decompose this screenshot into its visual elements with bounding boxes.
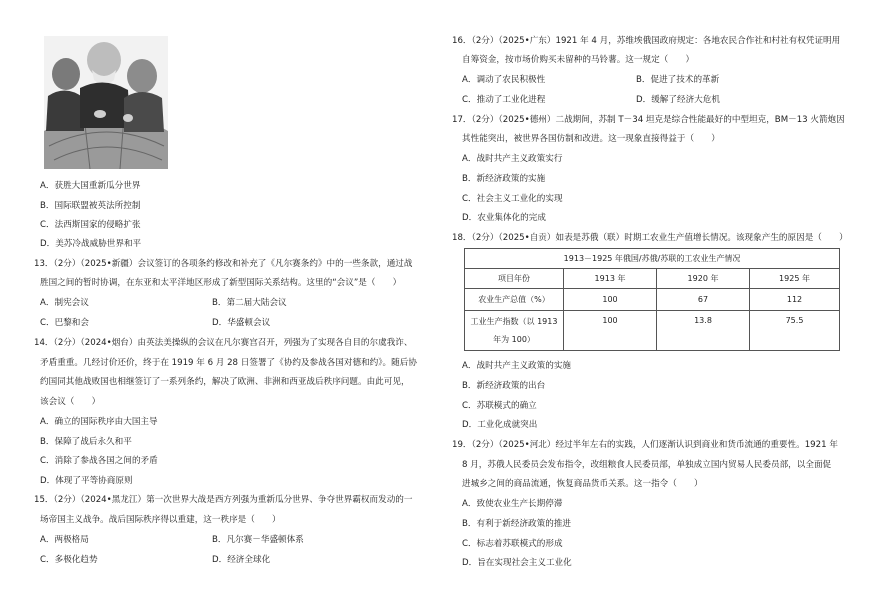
- q14-option-b: B．保障了战后永久和平: [40, 437, 132, 447]
- q16-option-a: A．调动了农民积极性: [462, 75, 546, 85]
- q19-stem-line-2: 8 月，苏俄人民委员会发布指令，改组粮食人民委员部，单独成立国内贸易人民委员部，以全面促: [462, 460, 832, 470]
- q14-stem-line-4: 该会议（ ）: [40, 397, 101, 407]
- production-table: [464, 248, 840, 351]
- table-cell: 工业生产指数（以 1913 年为 100）: [465, 311, 564, 351]
- q16-option-d: D．缓解了经济大危机: [636, 95, 720, 105]
- q15-stem-line-2: 场帝国主义战争。战后国际秩序得以重建，这一秩序是（ ）: [40, 515, 281, 525]
- q18-option-b: B．新经济政策的出台: [462, 381, 546, 391]
- q15-option-c: C．多极化趋势: [40, 555, 98, 565]
- table-header: 项目年份: [465, 269, 564, 289]
- q12-option-c: C．法西斯国家的侵略扩张: [40, 220, 141, 230]
- q18-option-c: C．苏联模式的确立: [462, 401, 537, 411]
- q14-stem-line-2: 矛盾重重。几经讨价还价，终于在 1919 年 6 月 28 日签署了《协约及参战各国对德和约》。随后协: [40, 358, 417, 368]
- q14-option-d: D．体现了平等协商原则: [40, 476, 133, 486]
- q17-option-a: A．战时共产主义政策实行: [462, 154, 563, 164]
- table-cell: 100: [564, 289, 657, 311]
- q17-option-d: D．农业集体化的完成: [462, 213, 546, 223]
- q18-option-d: D．工业化成就突出: [462, 420, 538, 430]
- q17-option-c: C．社会主义工业化的实现: [462, 194, 563, 204]
- q15-stem-line-1: 15．（2分）（2024•黑龙江）第一次世界大战是西方列强为重新瓜分世界、争夺世界霸权而发动的一: [34, 495, 413, 505]
- q14-option-c: C．消除了参战各国之间的矛盾: [40, 456, 158, 466]
- q12-option-d: D．美苏冷战威胁世界和平: [40, 239, 142, 249]
- table-cell: 67: [657, 289, 750, 311]
- q19-option-b: B．有利于新经济政策的推进: [462, 519, 572, 529]
- q17-option-b: B．新经济政策的实施: [462, 174, 546, 184]
- q15-option-d: D．经济全球化: [212, 555, 271, 565]
- table-header: 1913 年: [564, 269, 657, 289]
- q13-option-c: C．巴黎和会: [40, 318, 89, 328]
- q16-stem-line-1: 16．（2分）（2025•广东）1921 年 4 月，苏维埃俄国政府规定：各地农民合作社和村社有权凭证明用: [452, 36, 841, 46]
- q16-stem-line-2: 自筹资金，按市场价购买未留种的马铃薯。这一规定（ ）: [462, 55, 695, 65]
- q19-stem-line-3: 进城乡之间的商品流通，恢复商品货币关系。这一指令（ ）: [462, 479, 703, 489]
- table-row: [465, 311, 840, 351]
- table-cell: 75.5: [750, 311, 840, 351]
- table-title: 1913－1925 年俄国/苏俄/苏联的工农业生产情况: [465, 249, 840, 269]
- q19-stem-line-1: 19．（2分）（2025•河北）经过半年左右的实践，人们逐渐认识到商业和货币流通的重要性。1921 年: [452, 440, 838, 450]
- q13-option-d: D．华盛顿会议: [212, 318, 271, 328]
- q13-stem-line-1: 13．（2分）（2025•新疆）会议签订的各项条约修改和补充了《凡尔赛条约》中的一些条款，通过战: [34, 259, 413, 269]
- q16-option-b: B．促进了技术的革新: [636, 75, 720, 85]
- historical-cartoon-image: [44, 36, 168, 169]
- q12-option-a: A．获胜大国重新瓜分世界: [40, 181, 141, 191]
- q15-option-b: B．凡尔赛－华盛顿体系: [212, 535, 304, 545]
- q14-stem-line-1: 14．（2分）（2024•烟台）由英法美操纵的会议在凡尔赛宫召开，列强为了实现各自目的尔虞我诈、: [34, 338, 413, 348]
- q16-option-c: C．推动了工业化进程: [462, 95, 546, 105]
- table-row: [465, 289, 840, 311]
- q14-stem-line-3: 约国同其他战败国也相继签订了一系列条约，解决了欧洲、非洲和西亚战后秩序问题。由此可见，: [40, 377, 410, 387]
- q13-stem-line-2: 胜国之间的暂时协调，在东亚和太平洋地区形成了新型国际关系结构。这里的“会议”是（ ）: [40, 278, 402, 288]
- q14-option-a: A．确立的国际秩序由大国主导: [40, 417, 158, 427]
- q17-stem-line-1: 17．（2分）（2025•德州）二战期间，苏制 T－34 坦克是综合性能最好的中型坦克，BM－13 火箭炮因: [452, 115, 845, 125]
- q19-option-a: A．致使农业生产长期停滞: [462, 499, 563, 509]
- q17-stem-line-2: 其性能突出，被世界各国仿制和改进。这一现象直接得益于（ ）: [462, 134, 720, 144]
- table-header: 1920 年: [657, 269, 750, 289]
- table-cell: 100: [564, 311, 657, 351]
- q12-option-b: B．国际联盟被英法所控制: [40, 201, 141, 211]
- table-cell: 农业生产总值（%）: [465, 289, 564, 311]
- q19-option-c: C．标志着苏联模式的形成: [462, 539, 563, 549]
- table-header: 1925 年: [750, 269, 840, 289]
- q13-option-a: A．制宪会议: [40, 298, 89, 308]
- table-cell: 112: [750, 289, 840, 311]
- q15-option-a: A．两极格局: [40, 535, 89, 545]
- q13-option-b: B．第二届大陆会议: [212, 298, 287, 308]
- table-cell: 13.8: [657, 311, 750, 351]
- q18-stem: 18．（2分）（2025•自贡）如表是苏俄（联）时期工农业生产值增长情况。该现象产生的原因是（ ）: [452, 233, 848, 243]
- q18-option-a: A．战时共产主义政策的实施: [462, 361, 572, 371]
- q19-option-d: D．旨在实现社会主义工业化: [462, 558, 572, 568]
